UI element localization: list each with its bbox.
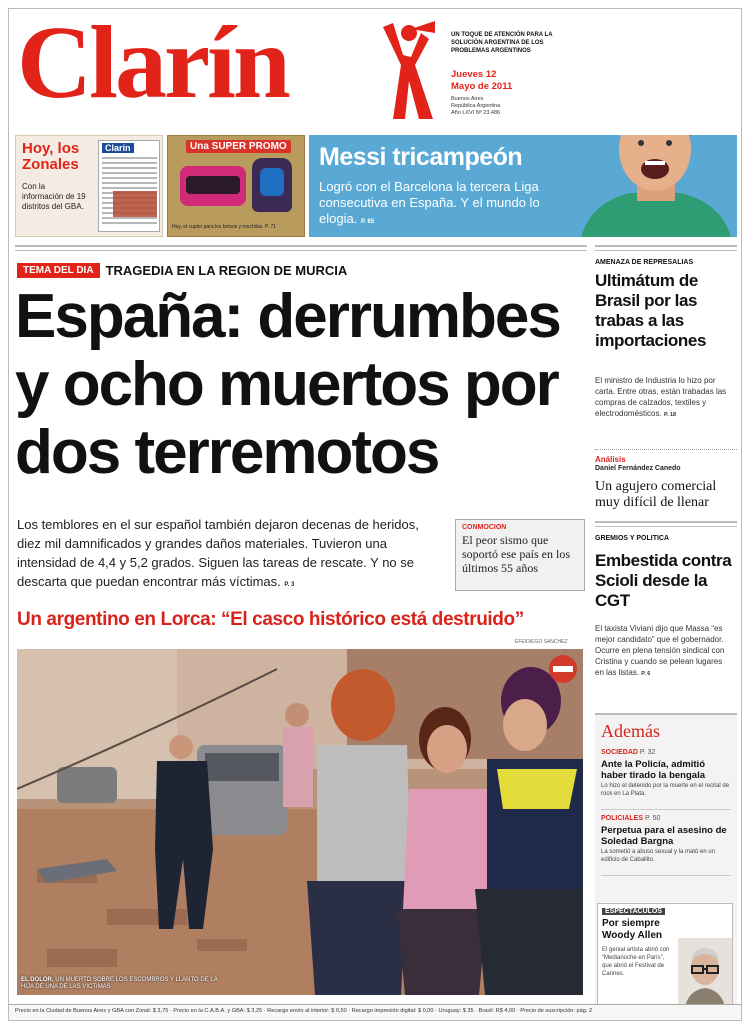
super-promo-label: Una SUPER PROMO — [186, 140, 291, 153]
commotion-box — [455, 519, 585, 591]
brasil-kicker: AMENAZA DE REPRESALIAS — [595, 259, 694, 266]
separator — [601, 809, 731, 810]
brasil-headline[interactable]: Ultimátum de Brasil por las trabas a las importaciones — [595, 271, 706, 350]
lead-body — [17, 515, 439, 595]
espectaculos-box[interactable] — [597, 903, 733, 1011]
right-rule — [595, 245, 737, 251]
messi-text — [319, 179, 569, 230]
lead-kicker-text: TRAGEDIA EN LA REGION DE MURCIA — [105, 263, 348, 278]
masthead — [9, 9, 742, 131]
lead-story — [15, 245, 587, 1017]
analisis-headline[interactable]: Un agujero comercial muy difícil de llenar — [595, 479, 717, 510]
issue-city: Buenos Aires — [451, 96, 484, 102]
sociedad-body: Lo hizo el detenido por la muerte en el recital de rock en La Plata. — [601, 783, 730, 797]
messi-text-body: Logró con el Barcelona la tercera Liga consecutiva en España. Y el mundo lo elogia. — [319, 179, 540, 226]
analisis-label: Análisis — [595, 455, 626, 464]
mini-photo — [113, 191, 157, 217]
separator — [595, 449, 737, 450]
cgt-headline[interactable]: Embestida contra Scioli desde la CGT — [595, 551, 732, 610]
cgt-body — [595, 623, 733, 680]
ademas-box — [595, 713, 737, 1017]
photo-credit: EFE/DIEGO SANCHEZ — [515, 639, 568, 645]
super-promo-caption: Hoy, el cupón para los bolsos y mochilas. P. 71 — [172, 224, 277, 230]
issue-day: Jueves 12 — [451, 69, 497, 80]
promo-row — [9, 133, 742, 239]
right-rule — [595, 521, 737, 527]
brasil-page-ref: P. 18 — [663, 412, 677, 418]
messi-page-ref: P. 65 — [360, 219, 375, 225]
espectaculos-tag: ESPECTACULOS — [602, 908, 665, 915]
earthquake-photo — [17, 649, 583, 995]
brasil-body — [595, 375, 733, 421]
woody-allen-photo — [678, 938, 732, 1010]
trumpeter-logo-icon — [375, 19, 437, 123]
photo-caption-text: UN MUERTO SOBRE LOS ESCOMBROS Y LLANTO DE LA HIJA DE UNA DE LAS VICTIMAS — [21, 977, 218, 990]
woody-allen-headline: Por siempre Woody Allen — [602, 918, 662, 941]
policiales-page: P. 50 — [644, 815, 661, 822]
lead-page-ref: P. 3 — [284, 582, 295, 588]
cgt-page-ref: P. 6 — [641, 671, 651, 677]
commotion-text: El peor sismo que soportó ese país en los últimos 55 años — [462, 533, 570, 575]
photo-caption — [21, 977, 221, 991]
policiales-section: POLICIALES — [601, 815, 644, 822]
cgt-kicker: GREMIOS Y POLITICA — [595, 535, 670, 542]
masthead-tagline: UN TOQUE DE ATENCIÓN PARA LA SOLUCIÓN ARGENTINA DE LOS PROBLEMAS ARGENTINOS — [451, 32, 553, 54]
analisis-author: Daniel Fernández Canedo — [595, 465, 681, 472]
messi-headline: Messi tricampeón — [319, 143, 523, 171]
earthquake-photo-image — [17, 649, 583, 995]
sociedad-page: P. 32 — [639, 749, 656, 756]
zonales-title: Hoy, los Zonales — [22, 140, 80, 173]
mini-newspaper-image — [98, 140, 160, 232]
issue-meta — [451, 96, 561, 117]
lead-body-text: Los temblores en el sur español también dejaron decenas de heridos, diez mil damnificados y grandes daños materiales. Tuvieron una intensidad de 4,4 y 5,2 grados. Siguen las tareas de rescate. Y no se descarta que puedan encontrar más víctimas. — [17, 517, 419, 589]
section-rule — [15, 245, 587, 251]
lead-kicker — [17, 263, 347, 278]
lead-headline[interactable]: España: derrumbes y ocho muertos por dos terremotos — [15, 282, 560, 487]
clarin-logo[interactable]: Clarín — [17, 8, 288, 120]
zonales-promo[interactable] — [15, 135, 163, 237]
zonales-text: Con la información de 19 distritos del GBA. — [22, 182, 86, 211]
separator — [601, 875, 731, 876]
commotion-label: CONMOCION — [462, 524, 507, 531]
woody-allen-body: El genial artista abrió con “Medianoche en París”, que abrió el Festival de Cannes. — [602, 947, 670, 977]
policiales-kicker — [601, 815, 660, 822]
lead-subhead[interactable]: Un argentino en Lorca: “El casco histórico está destruido” — [17, 609, 524, 630]
super-promo[interactable] — [167, 135, 305, 237]
mini-logo: Clarín — [102, 143, 134, 153]
sociedad-kicker — [601, 749, 655, 756]
cgt-body-text: El taxista Viviani dijo que Massa “es mejor candidato” que el gobernador. Ocurre en plena tensión sindical con Cristina y cuando se pelean lugares en las listas. — [595, 624, 725, 677]
issue-country: República Argentina — [451, 103, 501, 109]
messi-promo[interactable] — [309, 135, 737, 237]
ademas-title: Además — [601, 721, 660, 741]
sociedad-section: SOCIEDAD — [601, 749, 638, 756]
brasil-body-text: El ministro de Industria lo hizo por carta. Entre otras, están trabadas las compras de calzados, textiles y electrodomésticos. — [595, 376, 727, 418]
price-footer: Precio en la Ciudad de Buenos Aires y GBA con Zonal: $ 3,75 · Precio en la C.A.B.A. y GBA: $ 3,25 · Recargo envío al interior: $ 0,50 · Recargo impresión digital: $ 0,00 · Uruguay: $ 35 · Brasil: R$ 4,00 · Precio de suscripción: pág. 2 — [9, 1004, 742, 1020]
policiales-headline[interactable]: Perpetua para el asesino de Soledad Bargna — [601, 825, 727, 847]
newspaper-front-page — [8, 8, 742, 1021]
issue-date: Mayo de 2011 — [451, 81, 513, 92]
messi-photo — [571, 135, 735, 237]
photo-caption-bold: EL DOLOR. — [21, 977, 54, 983]
backpack-image — [252, 158, 292, 212]
tema-del-dia-tag: TEMA DEL DIA — [17, 263, 100, 278]
issue-number: Año LXVI Nº 23.486 — [451, 110, 501, 116]
right-column — [595, 245, 737, 1017]
duffel-bag-image — [180, 166, 246, 206]
policiales-body: La sometió a abuso sexual y la mató en un edificio de Caballito. — [601, 849, 716, 863]
sociedad-headline[interactable]: Ante la Policía, admitió haber tirado la bengala — [601, 759, 705, 781]
